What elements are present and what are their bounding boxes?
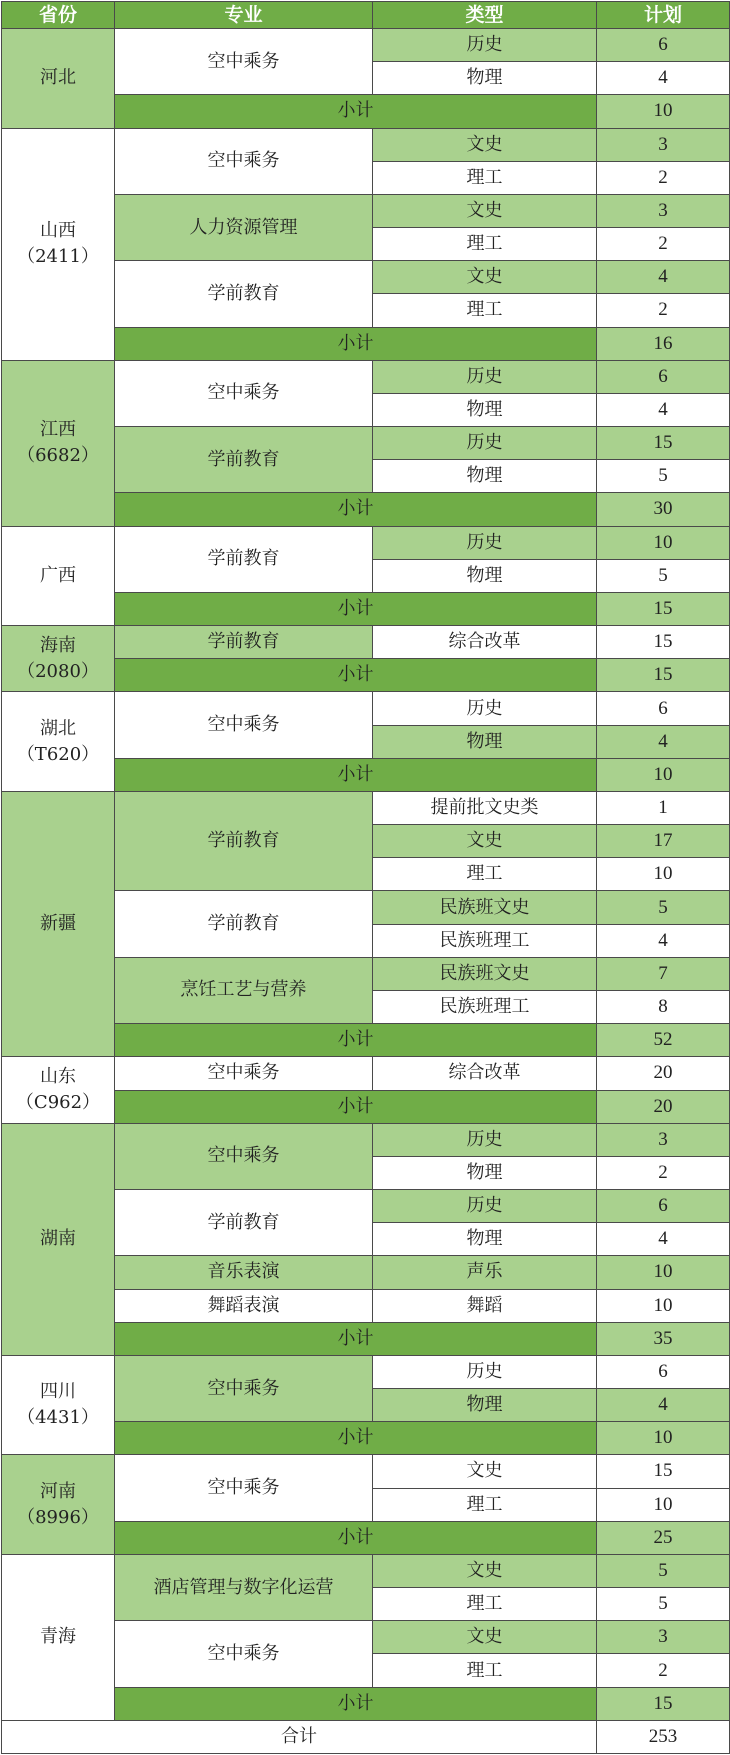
plan-cell: 6 bbox=[597, 29, 730, 62]
major-cell: 空中乘务 bbox=[115, 1621, 373, 1687]
subtotal-value: 10 bbox=[597, 1422, 730, 1455]
total-value: 253 bbox=[597, 1720, 730, 1753]
type-cell: 理工 bbox=[373, 1588, 597, 1621]
plan-cell: 2 bbox=[597, 1654, 730, 1687]
subtotal-value: 35 bbox=[597, 1322, 730, 1355]
province-name: 四川 bbox=[40, 1381, 76, 1403]
plan-cell: 4 bbox=[597, 725, 730, 758]
subtotal-value: 30 bbox=[597, 493, 730, 526]
type-cell: 物理 bbox=[373, 1223, 597, 1256]
province-code: （C962） bbox=[15, 1092, 101, 1113]
plan-cell: 5 bbox=[597, 559, 730, 592]
subtotal-label: 小计 bbox=[115, 1687, 597, 1720]
subtotal-value: 20 bbox=[597, 1090, 730, 1123]
plan-cell: 8 bbox=[597, 990, 730, 1023]
plan-cell: 4 bbox=[597, 1223, 730, 1256]
province-name: 河南 bbox=[40, 1480, 76, 1502]
plan-cell: 2 bbox=[597, 161, 730, 194]
type-cell: 综合改革 bbox=[373, 626, 597, 659]
table-body bbox=[2, 29, 730, 1754]
plan-cell: 15 bbox=[597, 1455, 730, 1488]
major-cell: 烹饪工艺与营养 bbox=[115, 957, 373, 1023]
type-cell: 理工 bbox=[373, 294, 597, 327]
province-cell bbox=[2, 29, 115, 129]
province-name: 湖北 bbox=[40, 717, 76, 739]
table-row bbox=[2, 1057, 730, 1090]
subtotal-label: 小计 bbox=[115, 1521, 597, 1554]
plan-cell: 20 bbox=[597, 1057, 730, 1090]
type-cell: 物理 bbox=[373, 725, 597, 758]
province-cell bbox=[2, 128, 115, 360]
type-cell: 文史 bbox=[373, 825, 597, 858]
major-cell: 学前教育 bbox=[115, 891, 373, 957]
subtotal-label: 小计 bbox=[115, 1024, 597, 1057]
type-cell: 历史 bbox=[373, 526, 597, 559]
type-cell: 文史 bbox=[373, 1554, 597, 1587]
type-cell: 文史 bbox=[373, 261, 597, 294]
subtotal-value: 16 bbox=[597, 327, 730, 360]
plan-cell: 1 bbox=[597, 791, 730, 824]
major-cell: 学前教育 bbox=[115, 626, 373, 659]
province-cell bbox=[2, 360, 115, 526]
plan-cell: 7 bbox=[597, 957, 730, 990]
header-plan: 计划 bbox=[597, 2, 730, 29]
province-cell bbox=[2, 1355, 115, 1455]
major-cell: 学前教育 bbox=[115, 261, 373, 327]
subtotal-value: 15 bbox=[597, 1687, 730, 1720]
type-cell: 理工 bbox=[373, 161, 597, 194]
plan-cell: 3 bbox=[597, 128, 730, 161]
type-cell: 历史 bbox=[373, 692, 597, 725]
province-cell bbox=[2, 626, 115, 692]
province-cell bbox=[2, 1123, 115, 1355]
plan-cell: 10 bbox=[597, 1289, 730, 1322]
type-cell: 历史 bbox=[373, 29, 597, 62]
province-name: 山东 bbox=[40, 1066, 76, 1087]
type-cell: 民族班文史 bbox=[373, 891, 597, 924]
province-name: 新疆 bbox=[40, 913, 76, 935]
plan-cell: 4 bbox=[597, 62, 730, 95]
major-cell: 空中乘务 bbox=[115, 692, 373, 758]
table-row bbox=[2, 526, 730, 559]
type-cell: 物理 bbox=[373, 393, 597, 426]
province-code: （8996） bbox=[17, 1506, 99, 1528]
type-cell: 文史 bbox=[373, 194, 597, 227]
major-cell: 空中乘务 bbox=[115, 29, 373, 95]
plan-cell: 6 bbox=[597, 692, 730, 725]
subtotal-value: 15 bbox=[597, 592, 730, 625]
table-row bbox=[2, 1455, 730, 1488]
plan-cell: 5 bbox=[597, 1554, 730, 1587]
province-cell bbox=[2, 692, 115, 792]
type-cell: 物理 bbox=[373, 460, 597, 493]
plan-cell: 15 bbox=[597, 626, 730, 659]
province-name: 广西 bbox=[40, 564, 76, 586]
type-cell: 历史 bbox=[373, 427, 597, 460]
plan-cell: 10 bbox=[597, 1488, 730, 1521]
plan-cell: 6 bbox=[597, 1190, 730, 1223]
type-cell: 理工 bbox=[373, 1654, 597, 1687]
plan-cell: 10 bbox=[597, 858, 730, 891]
province-cell bbox=[2, 526, 115, 626]
subtotal-label: 小计 bbox=[115, 592, 597, 625]
total-label: 合计 bbox=[2, 1720, 597, 1753]
type-cell: 综合改革 bbox=[373, 1057, 597, 1090]
type-cell: 历史 bbox=[373, 360, 597, 393]
plan-cell: 5 bbox=[597, 460, 730, 493]
plan-cell: 10 bbox=[597, 1256, 730, 1289]
major-cell: 空中乘务 bbox=[115, 360, 373, 426]
type-cell: 物理 bbox=[373, 62, 597, 95]
table-row bbox=[2, 1554, 730, 1587]
type-cell: 民族班文史 bbox=[373, 957, 597, 990]
header-type: 类型 bbox=[373, 2, 597, 29]
province-code: （2411） bbox=[17, 246, 99, 268]
plan-cell: 4 bbox=[597, 1389, 730, 1422]
province-name: 河北 bbox=[40, 67, 76, 89]
major-cell: 空中乘务 bbox=[115, 1355, 373, 1421]
subtotal-value: 15 bbox=[597, 659, 730, 692]
subtotal-label: 小计 bbox=[115, 95, 597, 128]
province-cell bbox=[2, 791, 115, 1056]
major-cell: 空中乘务 bbox=[115, 1057, 373, 1090]
plan-cell: 3 bbox=[597, 194, 730, 227]
plan-cell: 3 bbox=[597, 1123, 730, 1156]
province-name: 湖南 bbox=[40, 1228, 76, 1250]
plan-cell: 6 bbox=[597, 360, 730, 393]
type-cell: 历史 bbox=[373, 1355, 597, 1388]
subtotal-value: 25 bbox=[597, 1521, 730, 1554]
major-cell: 空中乘务 bbox=[115, 1123, 373, 1189]
type-cell: 历史 bbox=[373, 1123, 597, 1156]
subtotal-label: 小计 bbox=[115, 1322, 597, 1355]
table-row bbox=[2, 692, 730, 725]
plan-cell: 6 bbox=[597, 1355, 730, 1388]
enrollment-plan-table bbox=[1, 1, 730, 1754]
major-cell: 学前教育 bbox=[115, 1190, 373, 1256]
total-row bbox=[2, 1720, 730, 1753]
table-row bbox=[2, 1355, 730, 1388]
header-major: 专业 bbox=[115, 2, 373, 29]
province-code: （2080） bbox=[17, 660, 99, 682]
plan-cell: 2 bbox=[597, 228, 730, 261]
province-name: 山西 bbox=[40, 220, 76, 242]
subtotal-label: 小计 bbox=[115, 758, 597, 791]
table-row bbox=[2, 626, 730, 659]
plan-cell: 4 bbox=[597, 924, 730, 957]
type-cell: 理工 bbox=[373, 1488, 597, 1521]
type-cell: 民族班理工 bbox=[373, 990, 597, 1023]
table-row bbox=[2, 791, 730, 824]
province-code: （6682） bbox=[17, 445, 99, 467]
table-row bbox=[2, 1123, 730, 1156]
subtotal-label: 小计 bbox=[115, 1422, 597, 1455]
subtotal-value: 52 bbox=[597, 1024, 730, 1057]
plan-cell: 3 bbox=[597, 1621, 730, 1654]
type-cell: 声乐 bbox=[373, 1256, 597, 1289]
table-row bbox=[2, 128, 730, 161]
type-cell: 理工 bbox=[373, 228, 597, 261]
major-cell: 空中乘务 bbox=[115, 1455, 373, 1521]
type-cell: 理工 bbox=[373, 858, 597, 891]
major-cell: 学前教育 bbox=[115, 427, 373, 493]
plan-cell: 4 bbox=[597, 393, 730, 426]
province-name: 青海 bbox=[40, 1626, 76, 1648]
type-cell: 物理 bbox=[373, 1156, 597, 1189]
subtotal-label: 小计 bbox=[115, 1090, 597, 1123]
plan-cell: 2 bbox=[597, 294, 730, 327]
type-cell: 历史 bbox=[373, 1190, 597, 1223]
plan-cell: 2 bbox=[597, 1156, 730, 1189]
subtotal-value: 10 bbox=[597, 95, 730, 128]
major-cell: 空中乘务 bbox=[115, 128, 373, 194]
type-cell: 民族班理工 bbox=[373, 924, 597, 957]
province-code: （4431） bbox=[17, 1407, 99, 1429]
plan-cell: 5 bbox=[597, 1588, 730, 1621]
province-cell bbox=[2, 1554, 115, 1720]
major-cell: 酒店管理与数字化运营 bbox=[115, 1554, 373, 1620]
province-cell bbox=[2, 1455, 115, 1555]
subtotal-value: 10 bbox=[597, 758, 730, 791]
type-cell: 文史 bbox=[373, 1621, 597, 1654]
subtotal-label: 小计 bbox=[115, 493, 597, 526]
plan-cell: 4 bbox=[597, 261, 730, 294]
plan-cell: 17 bbox=[597, 825, 730, 858]
plan-cell: 15 bbox=[597, 427, 730, 460]
type-cell: 提前批文史类 bbox=[373, 791, 597, 824]
province-cell bbox=[2, 1057, 115, 1123]
type-cell: 文史 bbox=[373, 1455, 597, 1488]
type-cell: 舞蹈 bbox=[373, 1289, 597, 1322]
major-cell: 舞蹈表演 bbox=[115, 1289, 373, 1322]
header-province: 省份 bbox=[2, 2, 115, 29]
plan-cell: 10 bbox=[597, 526, 730, 559]
type-cell: 物理 bbox=[373, 559, 597, 592]
plan-cell: 5 bbox=[597, 891, 730, 924]
province-name: 海南 bbox=[40, 634, 76, 656]
province-code: （T620） bbox=[16, 743, 100, 765]
major-cell: 学前教育 bbox=[115, 791, 373, 891]
province-name: 江西 bbox=[40, 419, 76, 441]
subtotal-label: 小计 bbox=[115, 659, 597, 692]
major-cell: 人力资源管理 bbox=[115, 194, 373, 260]
major-cell: 音乐表演 bbox=[115, 1256, 373, 1289]
type-cell: 文史 bbox=[373, 128, 597, 161]
subtotal-label: 小计 bbox=[115, 327, 597, 360]
type-cell: 物理 bbox=[373, 1389, 597, 1422]
major-cell: 学前教育 bbox=[115, 526, 373, 592]
header-row bbox=[2, 2, 730, 29]
table-row bbox=[2, 29, 730, 62]
table-row bbox=[2, 360, 730, 393]
